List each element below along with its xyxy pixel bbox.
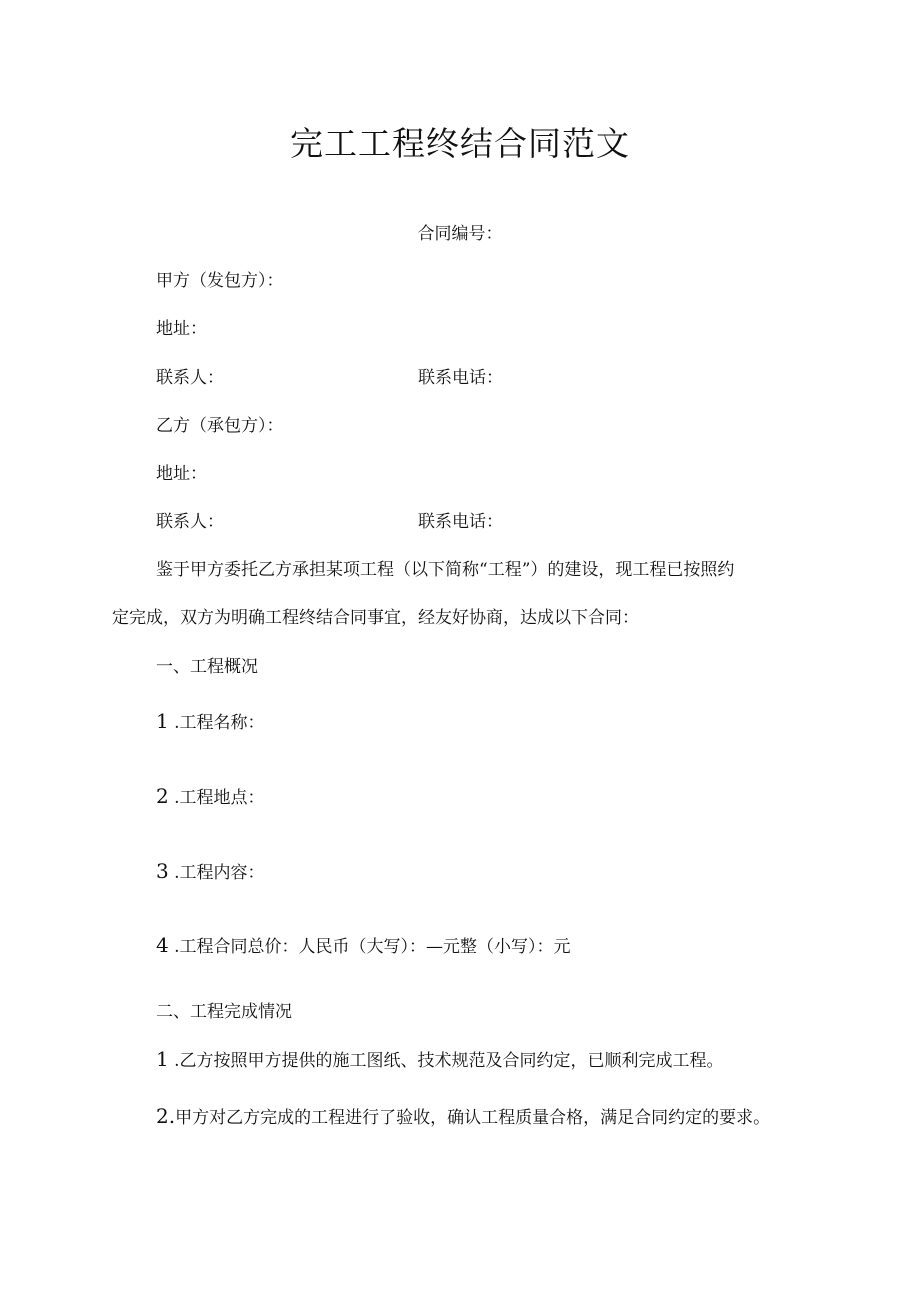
item-text: .工程名称： [174, 713, 265, 733]
section-1-item [156, 784, 265, 810]
item-text: .工程合同总价：人民币（大写）：—元整（小写）：元 [174, 937, 571, 957]
contract-number-label: 合同编号： [417, 224, 503, 244]
party-a-contact-row [156, 366, 856, 390]
party-b-address-label: 地址： [156, 464, 207, 484]
party-a-address-label: 地址： [156, 319, 207, 339]
party-a-phone-label: 联系电话： [418, 368, 503, 388]
item-text: .乙方按照甲方提供的施工图纸、技术规范及合同约定，已顺利完成工程。 [174, 1051, 724, 1071]
section-2-item [156, 1047, 724, 1073]
item-number: 2. [156, 1104, 176, 1128]
party-b-contact-row [156, 510, 856, 534]
section-1-item [156, 933, 571, 959]
section-1-heading: 一、工程概况 [156, 657, 258, 677]
intro-line-2: 定完成，双方为明确工程终结合同事宜，经友好协商，达成以下合同： [112, 608, 639, 628]
party-a-label: 甲方（发包方）： [156, 271, 284, 291]
party-b-label: 乙方（承包方）： [156, 416, 284, 436]
item-text: 甲方对乙方完成的工程进行了验收，确认工程质量合格，满足合同约定的要求。 [175, 1108, 771, 1128]
document-title: 完工工程终结合同范文 [290, 124, 630, 163]
party-b-contact-label: 联系人： [156, 512, 224, 532]
item-text: .工程地点： [174, 788, 265, 808]
section-1-item [156, 709, 265, 735]
item-number: 1 [156, 709, 169, 733]
item-number: 3 [156, 859, 169, 883]
intro-line-1: 鉴于甲方委托乙方承担某项工程（以下简称“工程”）的建设，现工程已按照约 [156, 560, 735, 580]
party-b-phone-label: 联系电话： [418, 512, 503, 532]
party-a-contact-label: 联系人： [156, 368, 224, 388]
section-2-item [156, 1104, 770, 1130]
item-number: 1 [156, 1047, 169, 1071]
item-text: .工程内容： [174, 863, 265, 883]
section-2-heading: 二、工程完成情况 [156, 1002, 292, 1022]
section-1-item [156, 859, 265, 885]
item-number: 4 [156, 933, 169, 957]
item-number: 2 [156, 784, 169, 808]
